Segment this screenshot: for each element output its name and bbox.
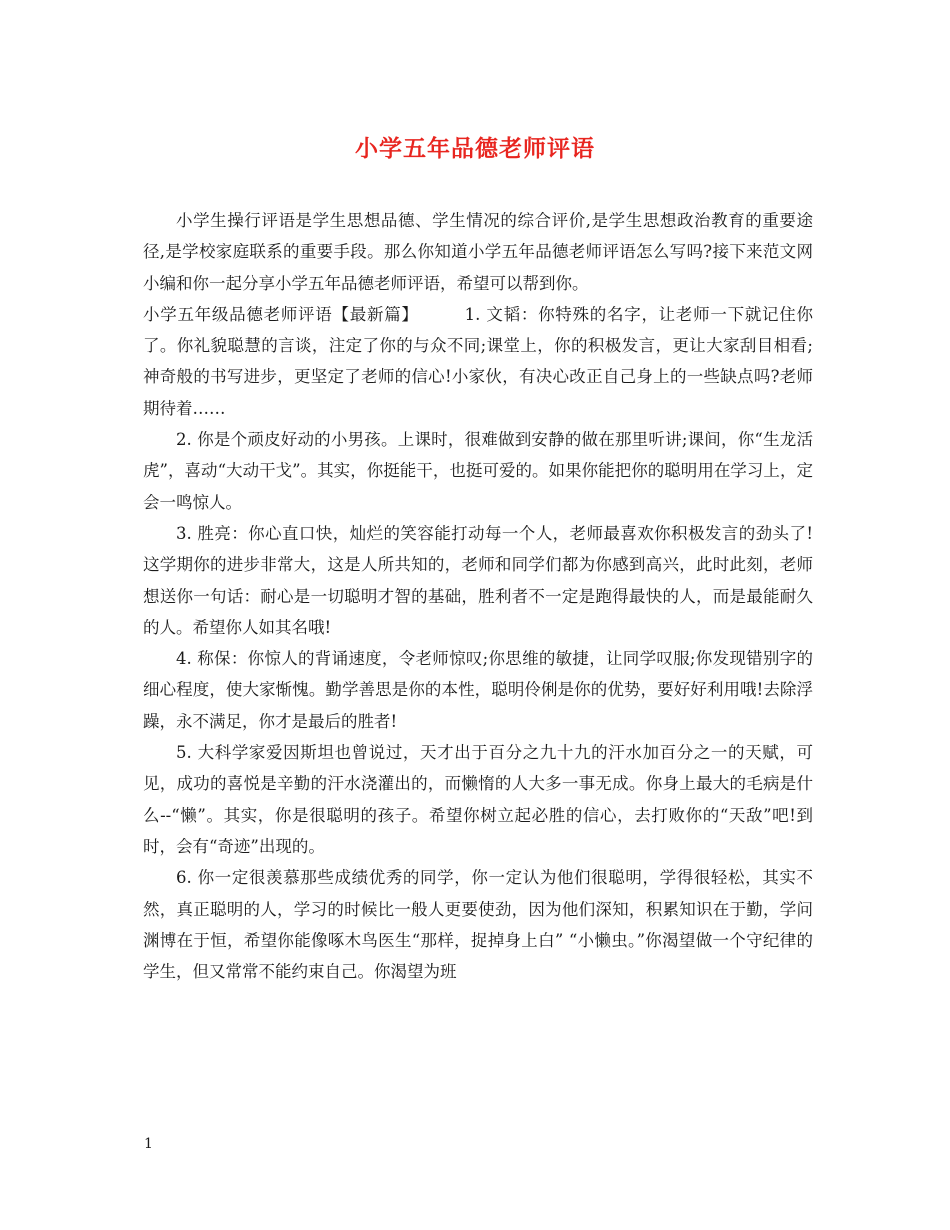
comment-3: 3. 胜亮：你心直口快，灿烂的笑容能打动每一个人，老师最喜欢你积极发言的劲头了!这学期你的进步非常大，这是人所共知的，老师和同学们都为你感到高兴，此时此刻，老师想送你一句话：耐心是一切聪明才智的基础，胜利者不一定是跑得最快的人，而是最能耐久的人。希望你人如其名哦! — [143, 523, 813, 637]
comment-paragraph-5 — [143, 737, 813, 862]
page-number: 1 — [144, 1136, 153, 1152]
comment-paragraph-4 — [143, 643, 813, 737]
document-title: 小学五年品德老师评语 — [355, 135, 595, 162]
intro-text: 小学生操行评语是学生思想品德、学生情况的综合评价,是学生思想政治教育的重要途径,是学校家庭联系的重要手段。那么你知道小学五年品德老师评语怎么写吗?接下来范文网小编和你一起分享小学五年品德老师评语，希望可以帮到你。 — [143, 211, 813, 293]
comment-paragraph-3 — [143, 518, 813, 643]
comment-paragraph-6 — [143, 862, 813, 987]
comment-2: 2. 你是个顽皮好动的小男孩。上课时，很难做到安静的做在那里听讲;课间，你“生龙活虎”，喜动“大动干戈”。其实，你挺能干，也挺可爱的。如果你能把你的聪明用在学习上，定会一鸣惊人。 — [143, 430, 813, 512]
comment-paragraph-2 — [143, 424, 813, 518]
document-body — [143, 205, 813, 987]
comment-5: 5. 大科学家爱因斯坦也曾说过，天才出于百分之九十九的汗水加百分之一的天赋，可见，成功的喜悦是辛勤的汗水浇灌出的，而懒惰的人大多一事无成。你身上最大的毛病是什么--“懒”。其实，你是很聪明的孩子。希望你树立起必胜的信心，去打败你的“天敌”吧!到时，会有“奇迹”出现的。 — [143, 743, 813, 856]
comment-4: 4. 称保：你惊人的背诵速度，令老师惊叹;你思维的敏捷，让同学叹服;你发现错别字的细心程度，使大家惭愧。勤学善思是你的本性，聪明伶俐是你的优势，要好好利用哦!去除浮躁，永不满足，你才是最后的胜者! — [143, 649, 813, 731]
comment-1: 1. 文韬：你特殊的名字，让老师一下就记住你了。你礼貌聪慧的言谈，注定了你的与众不同;课堂上，你的积极发言，更让大家刮目相看;神奇般的书写进步，更坚定了老师的信心!小家伙，有决心改正自己身上的一些缺点吗?老师期待着…… — [143, 304, 814, 418]
intro-paragraph — [143, 205, 813, 299]
comment-6: 6. 你一定很羡慕那些成绩优秀的同学，你一定认为他们很聪明，学得很轻松，其实不然，真正聪明的人，学习的时候比一般人更要使劲，因为他们深知，积累知识在于勤，学问渊博在于恒，希望你能像啄木鸟医生“那样，捉掉身上白” “小懒虫。”你渴望做一个守纪律的学生，但又常常不能约束自己。你渴望为班 — [143, 868, 813, 982]
section-paragraph-1 — [143, 299, 813, 424]
section-heading: 小学五年级品德老师评语【最新篇】 — [143, 304, 419, 324]
